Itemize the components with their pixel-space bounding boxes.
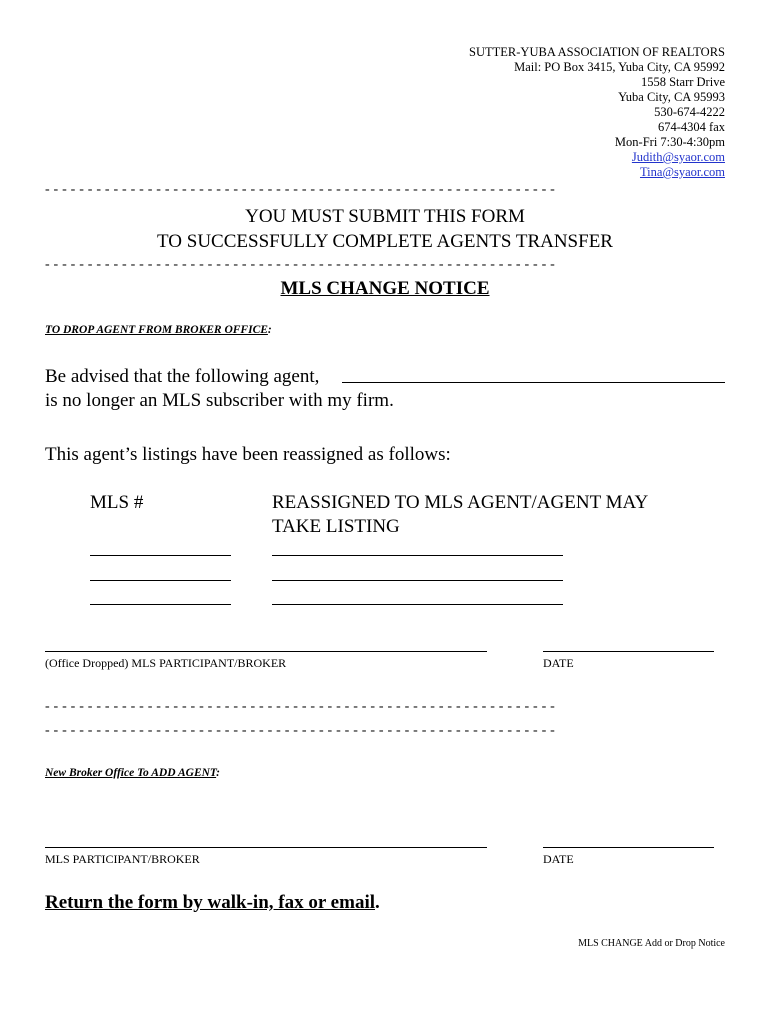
form-footer: MLS CHANGE Add or Drop Notice bbox=[578, 938, 725, 949]
email-link-tina[interactable]: Tina@syaor.com bbox=[639, 165, 725, 179]
add-broker-signature-label: MLS PARTICIPANT/BROKER bbox=[45, 852, 200, 866]
banner-line-1: YOU MUST SUBMIT THIS FORM bbox=[245, 206, 525, 227]
add-broker-signature-field[interactable] bbox=[45, 847, 487, 848]
street-address: 1558 Starr Drive bbox=[640, 75, 725, 89]
drop-broker-signature-label: (Office Dropped) MLS PARTICIPANT/BROKER bbox=[45, 656, 287, 670]
drop-date-label: DATE bbox=[543, 656, 574, 670]
org-name: SUTTER-YUBA ASSOCIATION OF REALTORS bbox=[469, 45, 725, 59]
page-title: MLS CHANGE NOTICE bbox=[280, 278, 490, 299]
reassigned-agent-field[interactable] bbox=[272, 604, 563, 605]
return-instructions-period: . bbox=[375, 892, 380, 913]
return-instructions-text: Return the form by walk-in, fax or email bbox=[45, 892, 376, 913]
reassigned-agent-field[interactable] bbox=[272, 555, 563, 556]
add-date-label: DATE bbox=[543, 852, 574, 866]
dashed-separator: ------------------------------------------------------------ bbox=[45, 258, 559, 272]
dashed-separator: ------------------------------------------------------------ bbox=[45, 724, 559, 738]
city-state-zip: Yuba City, CA 95993 bbox=[618, 90, 725, 104]
reassigned-column-header-2: TAKE LISTING bbox=[272, 516, 400, 537]
agent-name-field[interactable] bbox=[342, 382, 725, 383]
reassigned-agent-field[interactable] bbox=[272, 580, 563, 581]
mls-number-field[interactable] bbox=[90, 580, 231, 581]
reassigned-column-header-1: REASSIGNED TO MLS AGENT/AGENT MAY bbox=[272, 492, 649, 513]
dashed-separator: ------------------------------------------------------------ bbox=[45, 700, 559, 714]
banner-line-2: TO SUCCESSFULLY COMPLETE AGENTS TRANSFER bbox=[157, 231, 613, 252]
add-section-heading bbox=[45, 767, 220, 779]
drop-broker-signature-field[interactable] bbox=[45, 651, 487, 652]
dashed-separator: ------------------------------------------------------------ bbox=[45, 183, 559, 197]
mls-number-column-header: MLS # bbox=[90, 492, 144, 513]
page-title-wrap bbox=[0, 278, 770, 300]
add-section-heading-colon: : bbox=[216, 767, 220, 779]
return-instructions bbox=[45, 892, 380, 914]
reassigned-intro-text: This agent’s listings have been reassigned as follows: bbox=[45, 444, 451, 465]
mls-number-field[interactable] bbox=[90, 604, 231, 605]
organization-address-block bbox=[365, 45, 725, 180]
no-longer-text: is no longer an MLS subscriber with my firm. bbox=[45, 390, 394, 411]
drop-section-heading-text: TO DROP AGENT FROM BROKER OFFICE bbox=[45, 324, 268, 336]
advised-line-text: Be advised that the following agent, bbox=[45, 366, 320, 387]
drop-section-heading bbox=[45, 324, 272, 336]
add-section-heading-text: New Broker Office To ADD AGENT bbox=[45, 767, 217, 779]
mailing-address: Mail: PO Box 3415, Yuba City, CA 95992 bbox=[514, 60, 725, 74]
mls-number-field[interactable] bbox=[90, 555, 231, 556]
fax-number: 674-4304 fax bbox=[658, 120, 725, 134]
drop-section-heading-colon: : bbox=[267, 324, 272, 336]
email-link-judith[interactable]: Judith@syaor.com bbox=[631, 150, 725, 164]
drop-date-field[interactable] bbox=[543, 651, 714, 652]
add-date-field[interactable] bbox=[543, 847, 714, 848]
phone-number: 530-674-4222 bbox=[654, 105, 725, 119]
office-hours: Mon-Fri 7:30-4:30pm bbox=[614, 135, 725, 149]
